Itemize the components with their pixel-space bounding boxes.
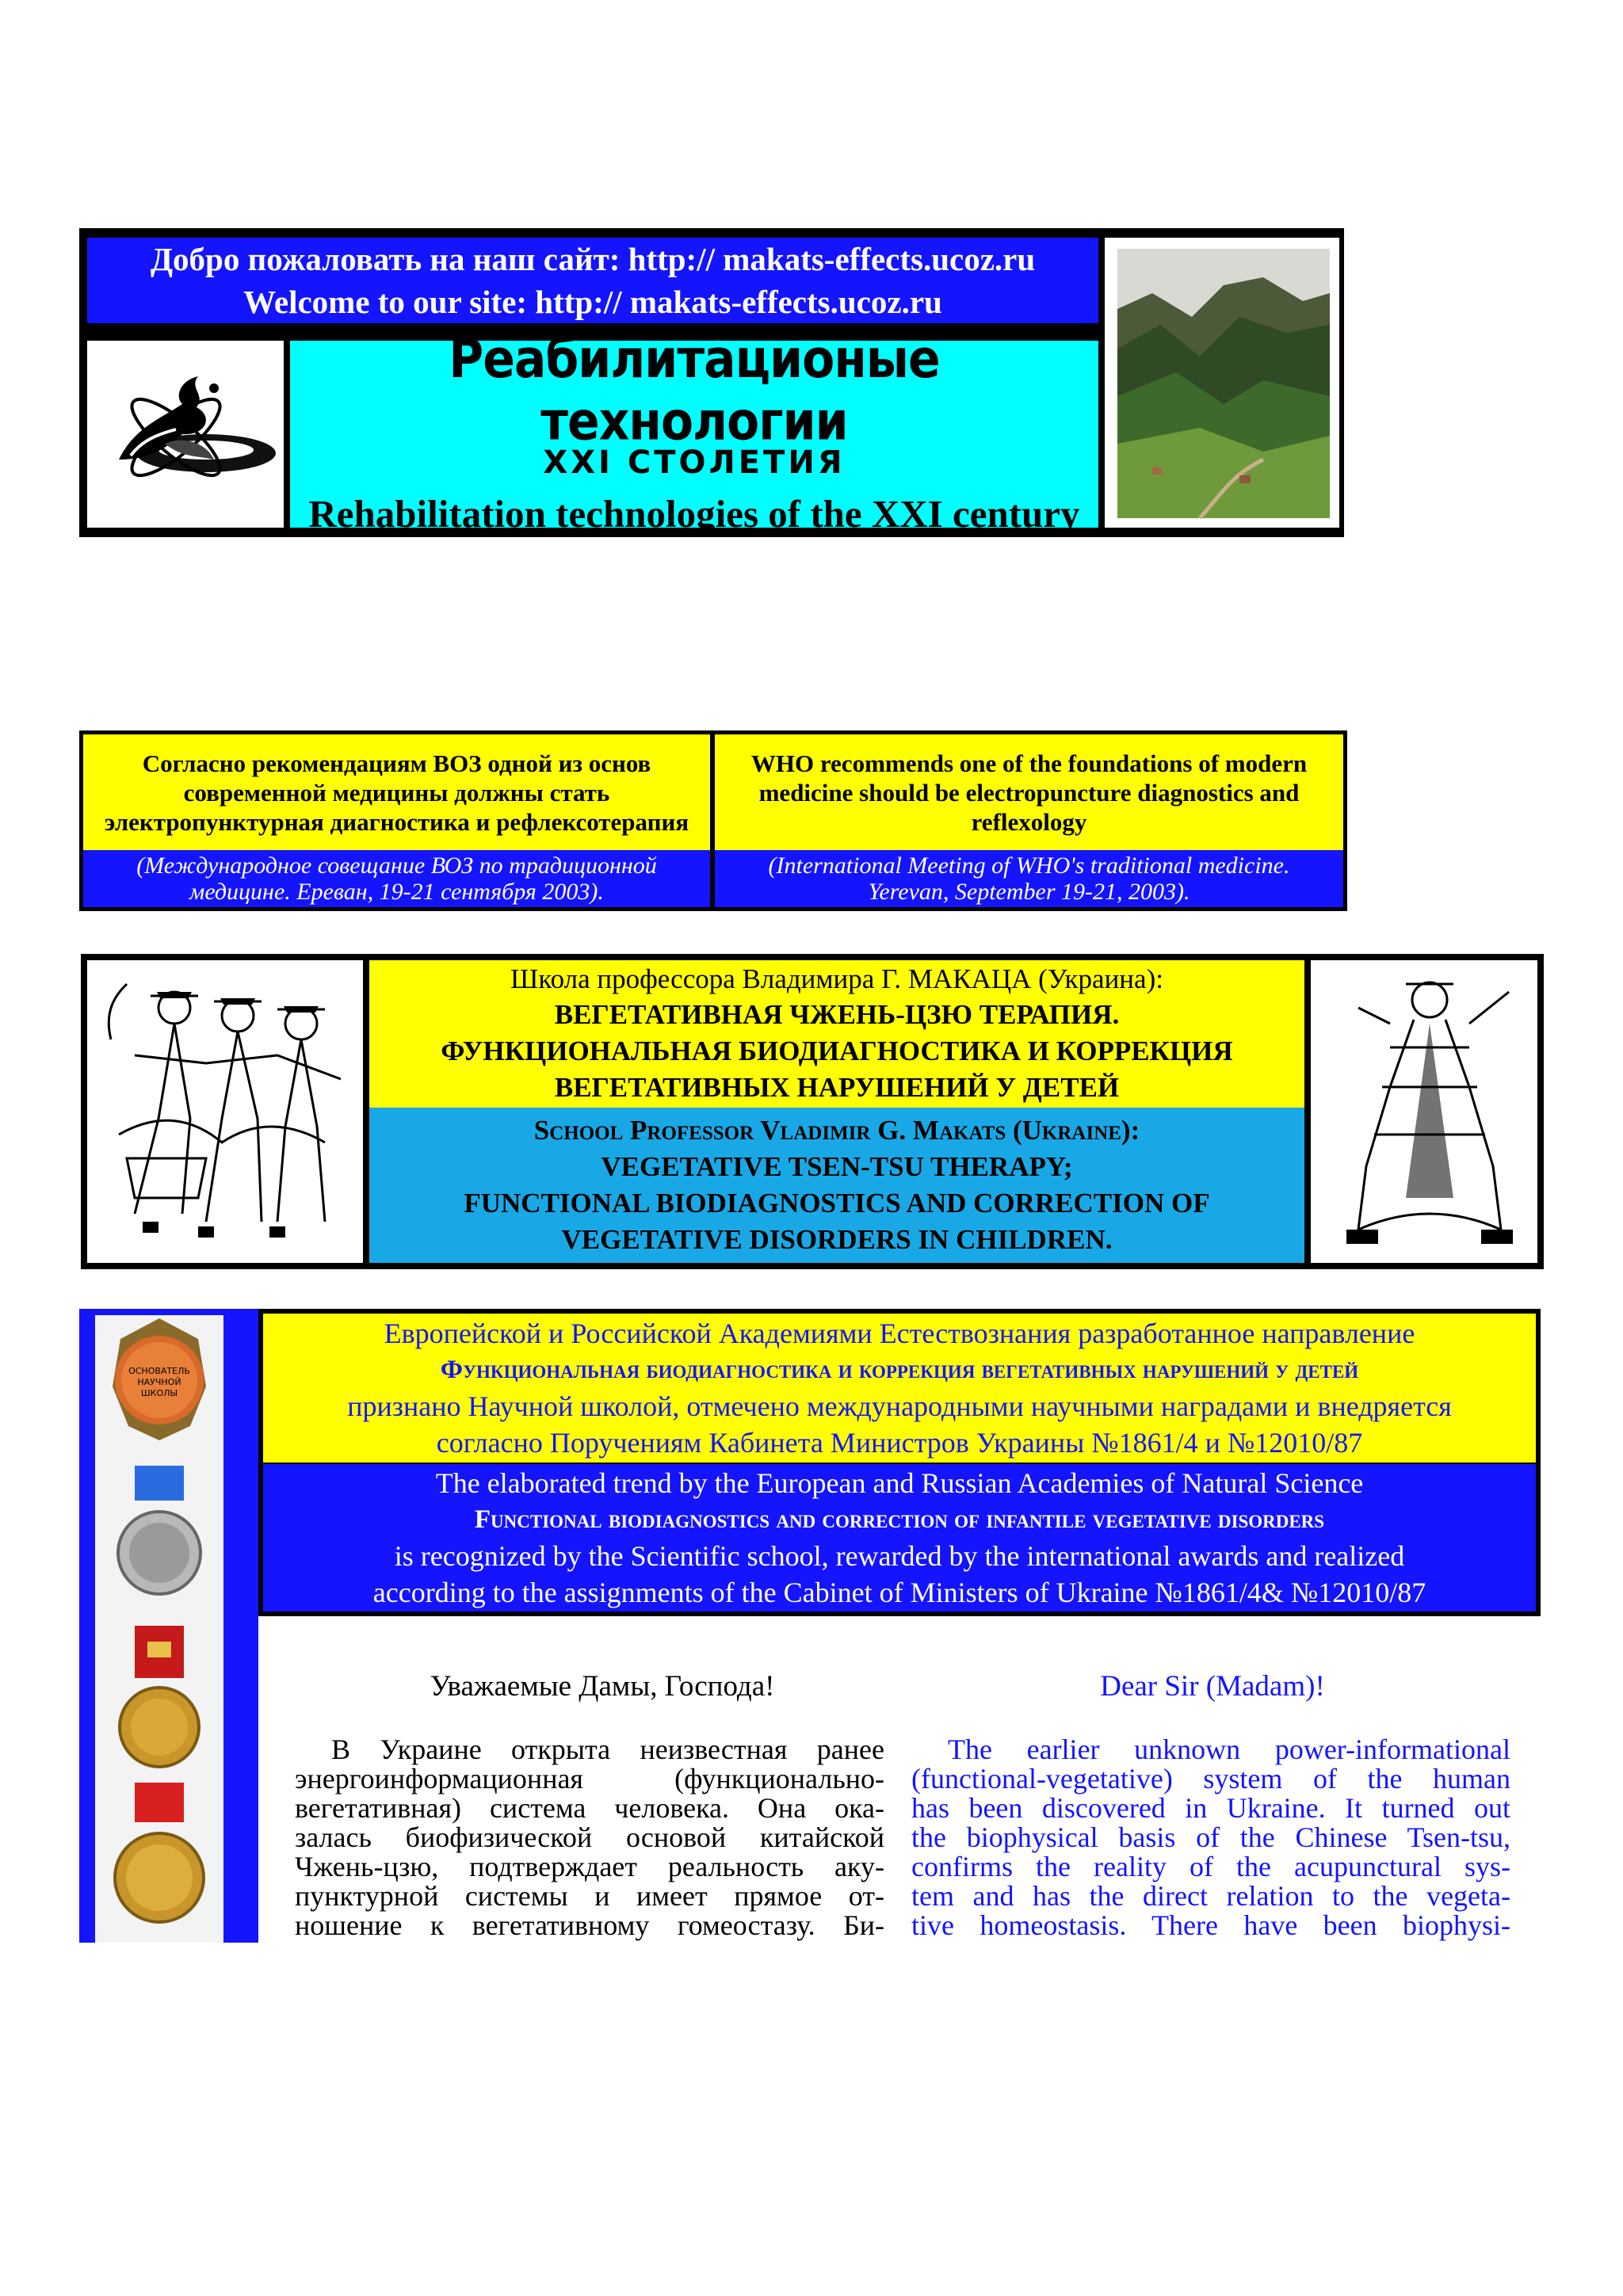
welcome-ru-text[interactable]: Добро пожаловать на наш сайт: http:// makats-effects.ucoz.ru xyxy=(150,241,1036,277)
title-panel xyxy=(290,328,1098,536)
who-ru-source: (Международное совещание ВОЗ по традиционной медицине. Ереван, 19-21 сентября 2003). xyxy=(83,850,710,907)
who-en-source-line1: (International Meeting of WHO's traditional medicine. xyxy=(768,852,1290,879)
school-ru-line1: Школа профессора Владимира Г. МАКАЦА (Украина): xyxy=(510,963,1163,994)
welcome-panel xyxy=(87,238,1098,323)
school-en-line4: VEGETATIVE DISORDERS IN CHILDREN. xyxy=(561,1224,1113,1255)
title-en: Rehabilitation technologies of the XXI century xyxy=(308,492,1080,536)
letter-ru-line: В Украине открыта неизвестная ранее xyxy=(331,1735,884,1765)
logo-image xyxy=(87,341,284,528)
letter-ru-paragraph xyxy=(295,1735,884,1941)
svg-text:ОСНОВАТЕЛЬ: ОСНОВАТЕЛЬ xyxy=(128,1366,190,1376)
letter-ru-line: залась биофизической основой китайской xyxy=(295,1821,884,1853)
welcome-en-text[interactable]: Welcome to our site: http:// makats-effects.ucoz.ru xyxy=(243,284,942,320)
letter-en-line: (functional-vegetative) system of the human xyxy=(911,1763,1510,1794)
school-en-line1: School Professor Vladimir G. Makats (Ukraine): xyxy=(533,1115,1140,1146)
letter-en-paragraph xyxy=(911,1735,1510,1941)
school-ru-panel xyxy=(369,960,1304,1108)
academies-en-line2: Functional biodiagnostics and correction of infantile vegetative disorders xyxy=(474,1505,1325,1534)
who-recommendation-block xyxy=(79,730,1347,911)
academies-ru-line1: Европейской и Российской Академиями Естествознания разработанное направление xyxy=(384,1318,1415,1349)
letter-en-line: confirms the reality of the acupunctural sys- xyxy=(911,1851,1510,1882)
atom-dove-logo-icon xyxy=(87,341,284,528)
greeting-en: Dear Sir (Madam)! xyxy=(1100,1670,1325,1703)
academies-block xyxy=(258,1309,1541,1616)
svg-text:НАУЧНОЙ: НАУЧНОЙ xyxy=(137,1377,181,1387)
letter-ru-line: пунктурной системы и имеет прямое от- xyxy=(295,1880,884,1912)
school-en-panel xyxy=(369,1108,1304,1263)
letter-ru-line: Чжень-цзю, подтверждает реальность аку- xyxy=(295,1851,884,1882)
dancers-drawing-icon xyxy=(87,960,363,1263)
who-en-source xyxy=(715,850,1343,907)
greeting-ru: Уважаемые Дамы, Господа! xyxy=(430,1670,775,1703)
letter-en-line: has been discovered in Ukraine. It turned out xyxy=(911,1792,1510,1824)
figure-drawing-icon xyxy=(1311,960,1537,1263)
school-ru-line2: ВЕГЕТАТИВНАЯ ЧЖЕНЬ-ЦЗЮ ТЕРАПИЯ. xyxy=(554,999,1120,1030)
school-en-line3: FUNCTIONAL BIODIAGNOSTICS AND CORRECTION OF xyxy=(464,1188,1210,1219)
letter-en-line: tem and has the direct relation to the vegeta- xyxy=(911,1880,1510,1912)
academies-en-line1: The elaborated trend by the European and Russian Academies of Natural Science xyxy=(435,1467,1364,1499)
medals-image xyxy=(95,1315,223,1943)
school-en-line2: VEGETATIVE TSEN-TSU THERAPY; xyxy=(601,1151,1073,1182)
who-ru-text: Согласно рекомендациям ВОЗ одной из основ современной медицины должны стать электропунктурная диагностика и рефлексотерапия xyxy=(83,734,710,850)
academies-ru-line2: Функциональная биодиагностика и коррекция вегетативных нарушений у детей xyxy=(440,1356,1359,1384)
title-ru-line1: Реабилитационые технологии xyxy=(449,328,940,453)
svg-text:ШКОЛЫ: ШКОЛЫ xyxy=(140,1388,178,1398)
who-en-source-line2: Yerevan, September 19-21, 2003). xyxy=(868,879,1190,905)
academies-ru-line4: согласно Поручениям Кабинета Министров Украины №1861/4 и №12010/87 xyxy=(436,1427,1363,1459)
letter-ru-line: ношение к вегетативному гомеостазу. Би- xyxy=(295,1909,884,1941)
academies-en-panel xyxy=(263,1464,1536,1611)
header-banner xyxy=(79,228,1344,537)
title-ru-line2: XXI СТОЛЕТИЯ xyxy=(543,444,846,481)
school-ru-line4: ВЕГЕТАТИВНЫХ НАРУШЕНИЙ У ДЕТЕЙ xyxy=(554,1072,1120,1103)
letter-ru-line: энергоинформационная (функционально- xyxy=(295,1763,884,1794)
letter-en-line: the biophysical basis of the Chinese Tsen-tsu, xyxy=(911,1821,1510,1853)
medals-column xyxy=(95,1315,223,1943)
letter-en-line: The earlier unknown power-informational xyxy=(948,1735,1510,1765)
letter-en-line: tive homeostasis. There have been biophysi- xyxy=(911,1909,1510,1941)
academies-en-line3: is recognized by the Scientific school, rewarded by the international awards and realized xyxy=(394,1540,1405,1572)
academies-ru-line3: признано Научной школой, отмечено международными научными наградами и внедряется xyxy=(347,1390,1452,1422)
school-banner xyxy=(81,954,1544,1269)
who-en-text: WHO recommends one of the foundations of modern medicine should be electropuncture diagnostics and reflexology xyxy=(715,734,1343,850)
mountain-landscape-image xyxy=(1105,238,1339,528)
letter-ru-line: вегетативная) система человека. Она ока- xyxy=(295,1792,884,1824)
folk-figure-illustration xyxy=(1311,960,1537,1263)
academies-en-line4: according to the assignments of the Cabinet of Ministers of Ukraine №1861/4& №12010/87 xyxy=(372,1577,1426,1608)
folk-dancers-illustration xyxy=(87,960,363,1263)
school-ru-line3: ФУНКЦИОНАЛЬНАЯ БИОДИАГНОСТИКА И КОРРЕКЦИЯ xyxy=(441,1035,1233,1066)
mountain-photo xyxy=(1105,238,1339,528)
academies-ru-panel xyxy=(263,1314,1536,1463)
